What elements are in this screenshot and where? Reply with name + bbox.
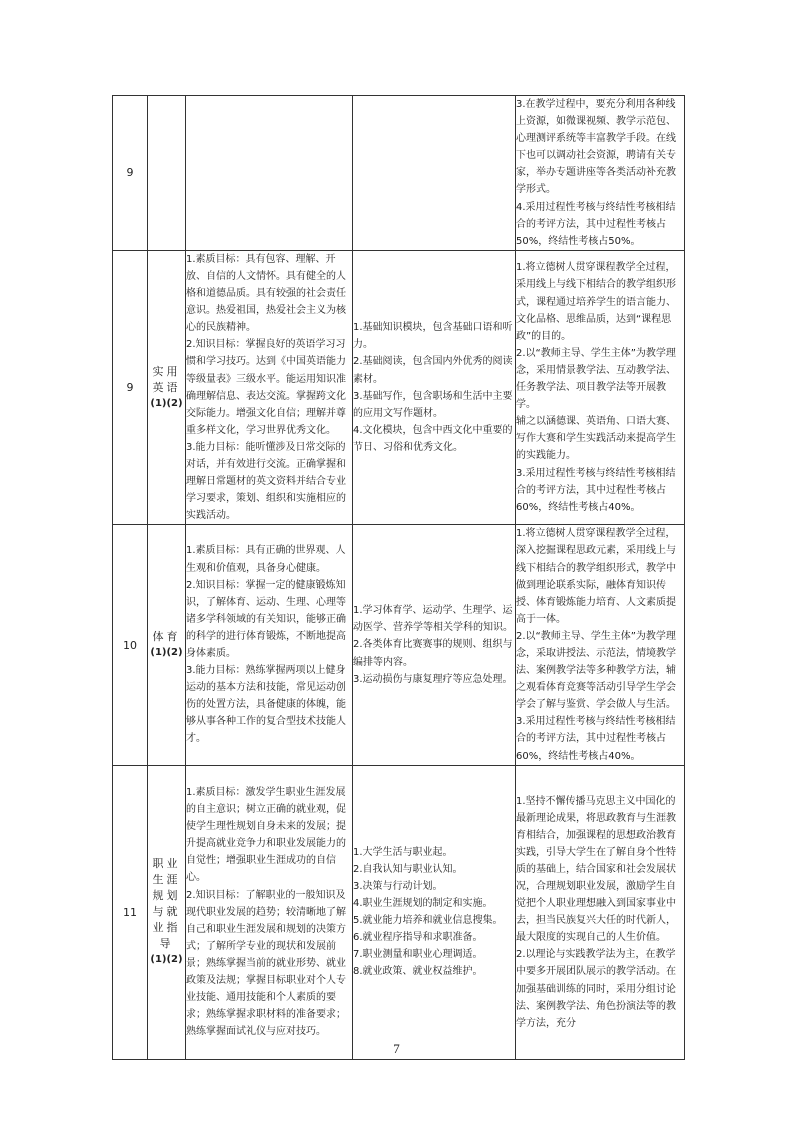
course-name: 体育 xyxy=(152,630,181,643)
table-row xyxy=(113,525,685,765)
content-item: 6.就业程序指导和求职准备。 xyxy=(353,932,483,944)
content-item: 3.决策与行动计划。 xyxy=(353,880,443,892)
course-goals-cell xyxy=(186,765,353,1059)
goal-paragraph: 1.素质目标：激发学生职业生涯发展的自主意识；树立正确的就业观，促使学生理性规划自身未来的发展；提升提高就业竞争力和职业发展能力的自觉性；增强职业生涯成功的自信心。 xyxy=(186,786,346,884)
content-item: 4.职业生涯规划的制定和实施。 xyxy=(353,898,493,910)
content-item: 1.基础知识模块，包含基础口语和听力。 xyxy=(353,322,513,351)
requirement-paragraph: 3.在教学过程中，要充分利用各种线上资源，如微课视频、教学示范包、心理测评系统等丰富教学手段。在线下也可以调动社会资源，聘请有关专家，举办专题讲座等各类活动补充教学形式。 xyxy=(516,99,676,196)
requirement-paragraph: 2.以“教师主导、学生主体”为教学理念，采取讲授法、示范法，情境教学法、案例教学法等多种教学方法，辅之观看体育竞赛等活动引导学生学会学会了解与鉴赏、学会做人与生活。 xyxy=(516,630,676,711)
course-content-cell xyxy=(353,96,516,251)
content-item: 8.就业政策、就业权益维护。 xyxy=(353,966,483,978)
requirement-paragraph: 2.以“教师主导、学生主体”为教学理念，采用情景教学法、互动教学法、任务教学法、项目教学法等开展教学。 xyxy=(516,347,676,411)
page-number: 7 xyxy=(393,1041,400,1056)
goal-paragraph: 3.能力目标：熟练掌握两项以上健身运动的基本方法和技能，常见运动创伤的处置方法，具备健康的体魄，能够从事各种工作的复合型技术技能人才。 xyxy=(186,665,346,745)
requirement-paragraph: 辅之以涵德课、英语角、口语大赛、写作大赛和学生实践活动来提高学生的实践能力。 xyxy=(516,416,676,462)
course-name: 实用英语 xyxy=(152,364,181,394)
course-number: 10 xyxy=(113,525,148,765)
requirement-paragraph: 2.以理论与实践教学法为主，在教学中要多开展团队展示的教学活动。在加强基础训练的同时，采用分组讨论法、案例教学法、角色扮演法等的教学方法，充分 xyxy=(516,949,676,1029)
requirement-paragraph: 1.将立德树人贯穿课程教学全过程，采用线上与线下相结合的教学组织形式，课程通过培养学生的语言能力、文化品格、思维品质，达到“课程思政”的目的。 xyxy=(516,262,676,342)
goal-paragraph: 2.知识目标：掌握良好的英语学习习惯和学习技巧。达到《中国英语能力等级量表》三级水平。能运用知识准确理解信息、表达交流。掌握跨文化交际能力。增强文化自信；理解并尊重多样文化，学习世界优秀文化。 xyxy=(186,339,346,436)
goal-paragraph: 3.能力目标：能听懂涉及日常交际的对话，并有效进行交流。正确掌握和理解日常题材的英文资料并结合专业学习要求，策划、组织和实施相应的实践活动。 xyxy=(186,441,346,522)
goal-paragraph: 1.素质目标：具有正确的世界观、人生观和价值观，具备身心健康。 xyxy=(186,545,346,574)
content-item: 1.大学生活与职业起。 xyxy=(353,846,453,858)
course-content-cell xyxy=(353,765,516,1059)
course-content-cell xyxy=(353,250,516,525)
goal-paragraph: 1.素质目标：具有包容、理解、开放、自信的人文情怀。具有健全的人格和道德品质。具有较强的社会责任意识。热爱祖国，热爱社会主义为核心的民族精神。 xyxy=(186,253,346,334)
teaching-requirements-cell xyxy=(516,765,685,1059)
goal-paragraph: 2.知识目标：掌握一定的健康锻炼知识，了解体育、运动、生理、心理等诸多学科领域的有关知识，能够正确的科学的进行体育锻炼，不断地提高身体素质。 xyxy=(186,579,346,659)
content-item: 7.职业测量和职业心理调适。 xyxy=(353,949,483,961)
course-goals-cell xyxy=(186,525,353,765)
course-content-cell xyxy=(353,525,516,765)
course-goals-cell xyxy=(186,250,353,525)
teaching-requirements-cell xyxy=(516,250,685,525)
table-row xyxy=(113,96,685,251)
course-name-cell xyxy=(148,250,186,525)
course-number: 9 xyxy=(113,96,148,251)
goal-paragraph: 2.知识目标：了解职业的一般知识及现代职业发展的趋势；较清晰地了解自己和职业生涯发展和规划的决策方式；了解所学专业的现状和发展前景；熟练掌握当前的就业形势、就业政策及法规；掌握目标职业对个人专业技能、通用技能和个人素质的要求；熟练掌握求职材料的准备要求；熟练掌握面试礼仪与应对技巧。 xyxy=(186,889,346,1038)
content-item: 3.基础写作，包含职场和生活中主要的应用文写作题材。 xyxy=(353,390,513,419)
course-code: (1)(2) xyxy=(150,647,183,658)
course-goals-cell xyxy=(186,96,353,251)
content-item: 3.运动损伤与康复理疗等应急处理。 xyxy=(353,673,513,685)
content-item: 1.学习体育学、运动学、生理学、运动医学、营养学等相关学科的知识。 xyxy=(353,605,513,634)
requirement-paragraph: 3.采用过程性考核与终结性考核相结合的考评方法，其中过程性考核占60%，终结性考核占40%。 xyxy=(516,467,676,513)
table-row xyxy=(113,250,685,525)
content-item: 2.各类体育比赛赛事的规则、组织与编排等内容。 xyxy=(353,639,513,668)
requirement-paragraph: 1.将立德树人贯穿课程教学全过程，深入挖掘课程思政元素，采用线上与线下相结合的教学组织形式，教学中做到理论联系实际，融体育知识传授、体育锻炼能力培育、人文素质提高于一体。 xyxy=(516,528,676,625)
content-item: 5.就业能力培养和就业信息搜集。 xyxy=(353,915,503,927)
requirement-paragraph: 4.采用过程性考核与终结性考核相结合的考评方法，其中过程性考核占50%，终结性考核占50%。 xyxy=(516,201,676,247)
content-item: 2.自我认知与职业认知。 xyxy=(353,863,463,875)
course-number: 9 xyxy=(113,250,148,525)
course-code: (1)(2) xyxy=(150,397,183,409)
course-name-cell xyxy=(148,765,186,1059)
course-table xyxy=(112,95,685,1060)
course-code: (1)(2) xyxy=(150,954,183,966)
course-number: 11 xyxy=(113,765,148,1059)
course-name: 职业生涯规划与就业指导 xyxy=(152,857,181,951)
teaching-requirements-cell xyxy=(516,525,685,765)
table-row xyxy=(113,765,685,1059)
content-item: 2.基础阅读，包含国内外优秀的阅读素材。 xyxy=(353,356,513,385)
course-name-cell xyxy=(148,96,186,251)
course-name-cell xyxy=(148,525,186,765)
requirement-paragraph: 3.采用过程性考核与终结性考核相结合的考评方法，其中过程性考核占60%，终结性考核占40%。 xyxy=(516,716,676,762)
content-item: 4.文化模块，包含中西文化中重要的节日、习俗和优秀文化。 xyxy=(353,424,513,453)
teaching-requirements-cell xyxy=(516,96,685,251)
requirement-paragraph: 1.坚持不懈传播马克思主义中国化的最新理论成果，将思政教育与生涯教育相结合，加强课程的思想政治教育实践，引导大学生在了解自身个性特质的基础上，结合国家和社会发展状况，合理规划职业发展，激励学生自觉把个人职业理想融入到国家事业中去，担当民族复兴大任的时代新人，最大限度的实现自己的人生价值。 xyxy=(516,795,676,944)
